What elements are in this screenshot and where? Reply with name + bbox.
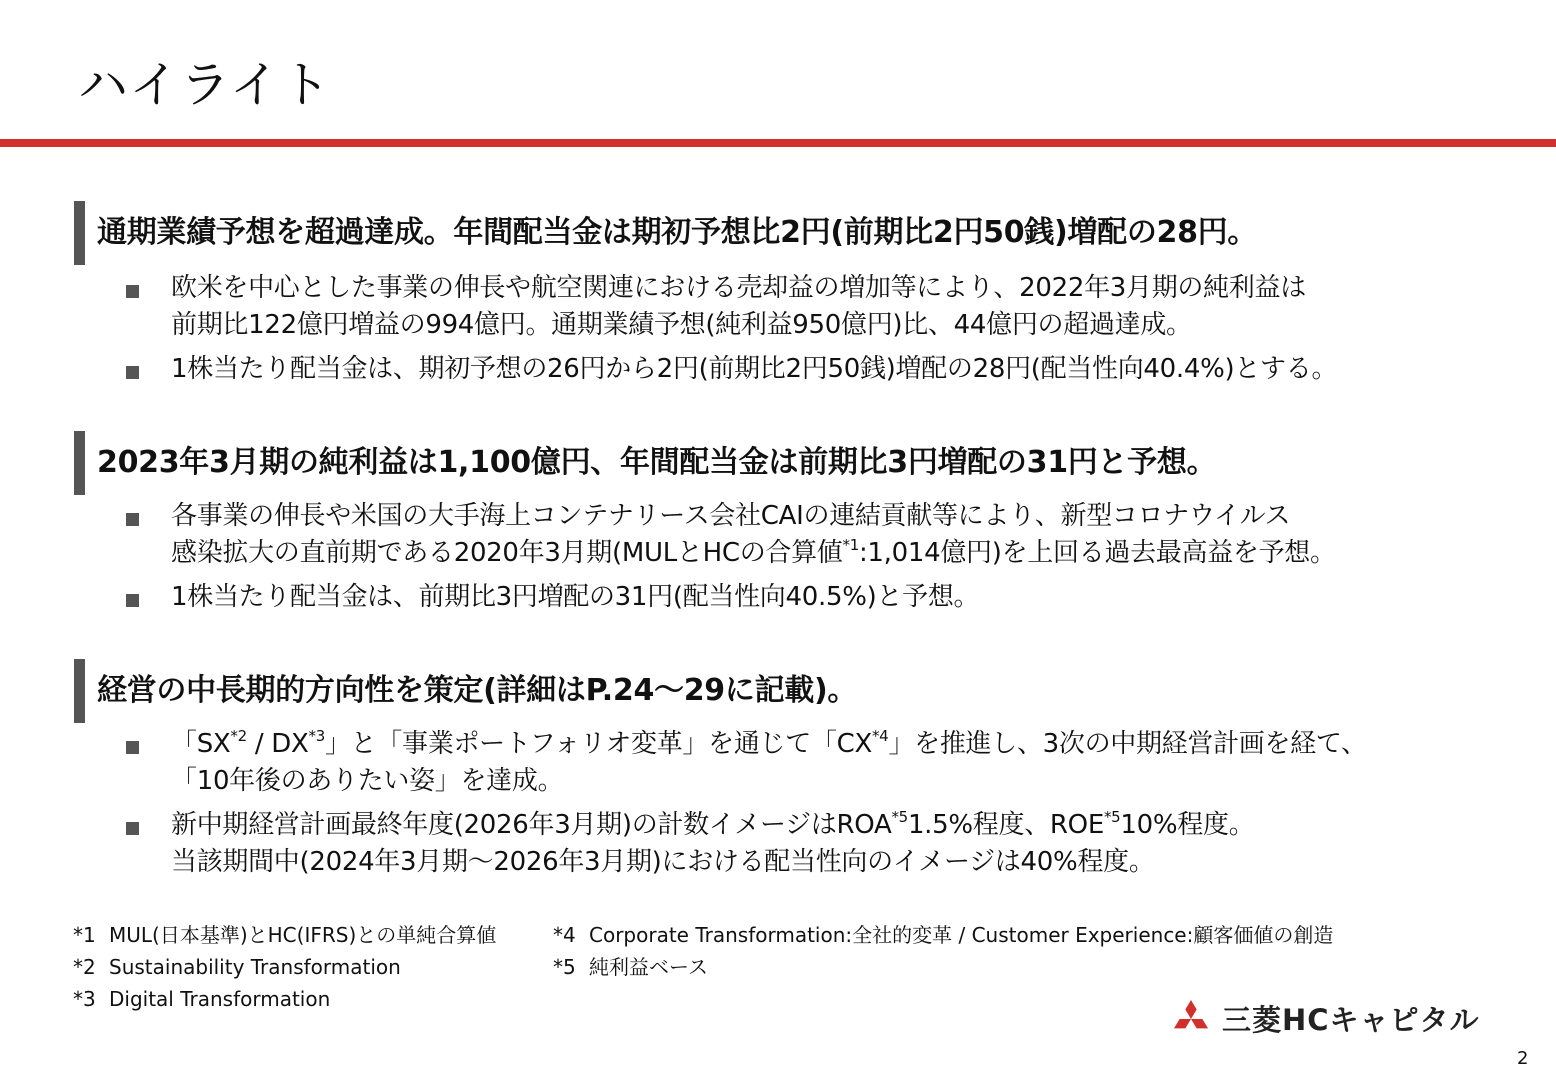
bullet-text: 各事業の伸長や米国の大手海上コンテナリース会社CAIの連結貢献等により、新型コロナウイルス <box>171 501 1291 531</box>
bullet-text: 新中期経営計画最終年度(2026年3月期)の計数イメージはROA$^{*5}$1.5%程度、ROE$^{*5}$10%程度。 <box>171 808 1255 840</box>
section-marker <box>74 659 85 723</box>
footnote: *2 Sustainability Transformation <box>73 955 401 979</box>
list-item <box>74 579 1544 616</box>
section-marker <box>74 201 85 265</box>
page-title: ハイライト <box>78 56 332 114</box>
square-bullet-icon <box>126 741 139 754</box>
bullet-text: 「SX$^{*2}$ / DX$^{*3}$」と「事業ポートフォリオ変革」を通じて「CX$^{*4}$」を推進し、3次の中期経営計画を経て、 <box>171 727 1367 759</box>
square-bullet-icon <box>126 594 139 607</box>
title-divider <box>0 139 1556 147</box>
bullet-text: 1株当たり配当金は、前期比3円増配の31円(配当性向40.5%)と予想。 <box>171 582 980 612</box>
square-bullet-icon <box>126 285 139 298</box>
footnote: *4 Corporate Transformation:全社的変革 / Customer Experience:顧客価値の創造 <box>553 923 1334 947</box>
section-1 <box>74 201 1544 388</box>
square-bullet-icon <box>126 366 139 379</box>
section-header <box>74 659 1544 723</box>
square-bullet-icon <box>126 822 139 835</box>
section-2 <box>74 431 1544 616</box>
bullet-text: 「10年後のありたい姿」を達成。 <box>171 766 564 796</box>
section-marker <box>74 431 85 495</box>
section-header <box>74 201 1544 265</box>
section-heading: 経営の中長期的方向性を策定(詳細はP.24～29に記載)。 <box>97 673 858 708</box>
footnote: *3 Digital Transformation <box>73 987 331 1011</box>
bullet-text: 1株当たり配当金は、期初予想の26円から2円(前期比2円50銭)増配の28円(配当性向40.4%)とする。 <box>171 354 1338 384</box>
list-item <box>74 726 1544 800</box>
section-header <box>74 431 1544 495</box>
square-bullet-icon <box>126 513 139 526</box>
footnote: *1 MUL(日本基準)とHC(IFRS)との単純合算値 <box>73 923 497 947</box>
list-item <box>74 351 1544 388</box>
list-item <box>74 270 1544 344</box>
logo-text: 三菱HCキャピタル <box>1222 1003 1480 1037</box>
three-diamonds-icon <box>1172 1000 1210 1036</box>
bullet-text: 当該期間中(2024年3月期～2026年3月期)における配当性向のイメージは40%程度。 <box>171 847 1155 877</box>
section-heading: 通期業績予想を超過達成。年間配当金は期初予想比2円(前期比2円50銭)増配の28円。 <box>97 215 1258 250</box>
bullet-text: 前期比122億円増益の994億円。通期業績予想(純利益950億円)比、44億円の超過達成。 <box>171 310 1192 340</box>
section-heading: 2023年3月期の純利益は1,100億円、年間配当金は前期比3円増配の31円と予想。 <box>97 445 1217 480</box>
bullet-text: 欧米を中心とした事業の伸長や航空関連における売却益の増加等により、2022年3月期の純利益は <box>171 273 1306 303</box>
section-3 <box>74 659 1544 881</box>
page-number: 2 <box>1517 1048 1529 1069</box>
footnote: *5 純利益ベース <box>553 955 708 979</box>
list-item <box>74 807 1544 881</box>
bullet-text: 感染拡大の直前期である2020年3月期(MULとHCの合算値$^{*1}$:1,014億円)を上回る過去最高益を予想。 <box>171 536 1336 568</box>
list-item <box>74 498 1544 572</box>
